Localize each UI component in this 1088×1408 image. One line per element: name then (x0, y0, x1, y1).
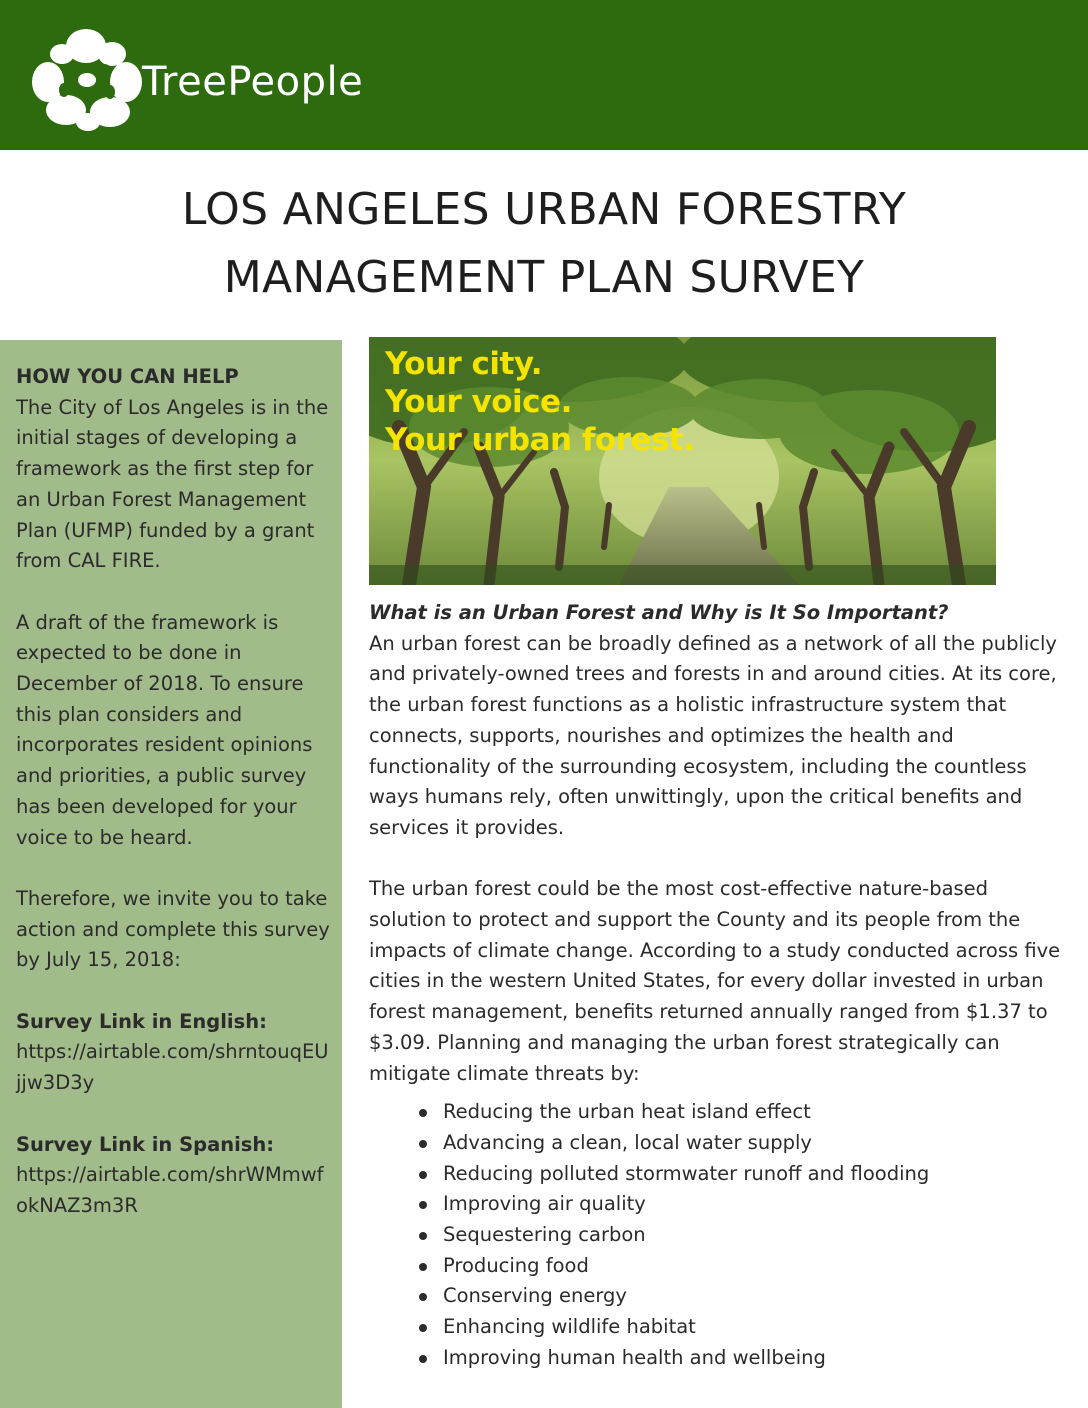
main-paragraph-2: The urban forest could be the most cost-effective nature-based solution to protect and support the County and its people from the impacts of climate change. According to a study conducted across five cities in the western United States, for every dollar invested in urban forest management, benefits returned annually ranged from $1.37 to $3.09. Planning and managing the urban forest strategically can mitigate climate threats by: (369, 877, 1061, 1085)
list-item-text: Improving air quality (443, 1192, 646, 1216)
bullet-icon (419, 1355, 427, 1363)
bullet-icon (419, 1109, 427, 1117)
list-item-text: Reducing the urban heat island effect (443, 1100, 811, 1124)
list-item-text: Producing food (443, 1253, 589, 1277)
sidebar-heading: HOW YOU CAN HELP (16, 365, 239, 388)
list-item (369, 1159, 1069, 1190)
header-banner (0, 0, 1088, 150)
oak-leaves-logo-icon (28, 24, 146, 132)
hero-line-2: Your voice. (385, 384, 572, 420)
main-content (369, 598, 1069, 1369)
bullet-icon (419, 1232, 427, 1240)
bullet-icon (419, 1171, 427, 1179)
bullet-icon (419, 1263, 427, 1271)
list-item-text: Reducing polluted stormwater runoff and flooding (443, 1161, 930, 1185)
bullet-icon (419, 1324, 427, 1332)
title-line-1: LOS ANGELES URBAN FORESTRY (181, 184, 907, 235)
section-heading: What is an Urban Forest and Why is It So Important? (369, 601, 949, 624)
hero-slogan (385, 345, 695, 459)
title-line-2: MANAGEMENT PLAN SURVEY (223, 252, 865, 303)
survey-spanish-label: Survey Link in Spanish: (16, 1132, 275, 1156)
list-item-text: Enhancing wildlife habitat (443, 1315, 696, 1339)
sidebar-paragraph-1: The City of Los Angeles is in the initial stages of developing a framework as the first step for an Urban Forest Management Plan (UFMP) funded by a grant from CAL FIRE. (16, 395, 329, 573)
spacer (369, 844, 1069, 875)
page-title (0, 176, 1088, 312)
list-item (369, 1312, 1069, 1343)
sidebar-paragraph-2: A draft of the framework is expected to be done in December of 2018. To ensure this plan considers and incorporates resident opinions and priorities, a public survey has been developed for your voice to be heard. (16, 610, 313, 849)
spacer (16, 976, 332, 1007)
list-item (369, 1220, 1069, 1251)
spacer (16, 1099, 332, 1130)
survey-english-link[interactable]: https://airtable.com/shrntouqEUjjw3D3y (16, 1040, 329, 1095)
list-item-text: Sequestering carbon (443, 1223, 646, 1247)
list-item (369, 1128, 1069, 1159)
main-paragraph-1: An urban forest can be broadly defined as a network of all the publicly and privately-owned trees and forests in and around cities. At its core, the urban forest functions as a holistic infrastructure system that connects, supports, nourishes and optimizes the health and functionality of the surrounding ecosystem, including the countless ways humans rely, often unwittingly, upon the critical benefits and services it provides. (369, 631, 1057, 839)
survey-english-label: Survey Link in English: (16, 1009, 267, 1033)
sidebar-paragraph-3: Therefore, we invite you to take action and complete this survey by July 15, 2018: (16, 886, 330, 972)
spacer (16, 577, 332, 608)
brand-part-people: People (227, 59, 364, 105)
hero-line-1: Your city. (385, 346, 543, 382)
sidebar-content (16, 362, 332, 1222)
list-item (369, 1251, 1069, 1282)
survey-spanish-link[interactable]: https://airtable.com/shrWMmwfokNAZ3m3R (16, 1163, 324, 1217)
brand-wordmark (142, 58, 363, 106)
list-item-text: Advancing a clean, local water supply (443, 1130, 812, 1154)
benefits-list (369, 1097, 1069, 1373)
list-item-text: Conserving energy (443, 1284, 627, 1308)
list-item (369, 1097, 1069, 1128)
list-item (369, 1343, 1069, 1374)
hero-image (369, 337, 996, 585)
sidebar-panel (0, 340, 342, 1408)
list-item (369, 1281, 1069, 1312)
hero-line-3: Your urban forest. (385, 422, 695, 458)
bullet-icon (419, 1201, 427, 1209)
list-item (369, 1189, 1069, 1220)
bullet-icon (419, 1293, 427, 1301)
bullet-icon (419, 1140, 427, 1148)
list-item-text: Improving human health and wellbeing (443, 1345, 826, 1369)
spacer (16, 853, 332, 884)
brand-part-tree: Tree (142, 59, 228, 105)
